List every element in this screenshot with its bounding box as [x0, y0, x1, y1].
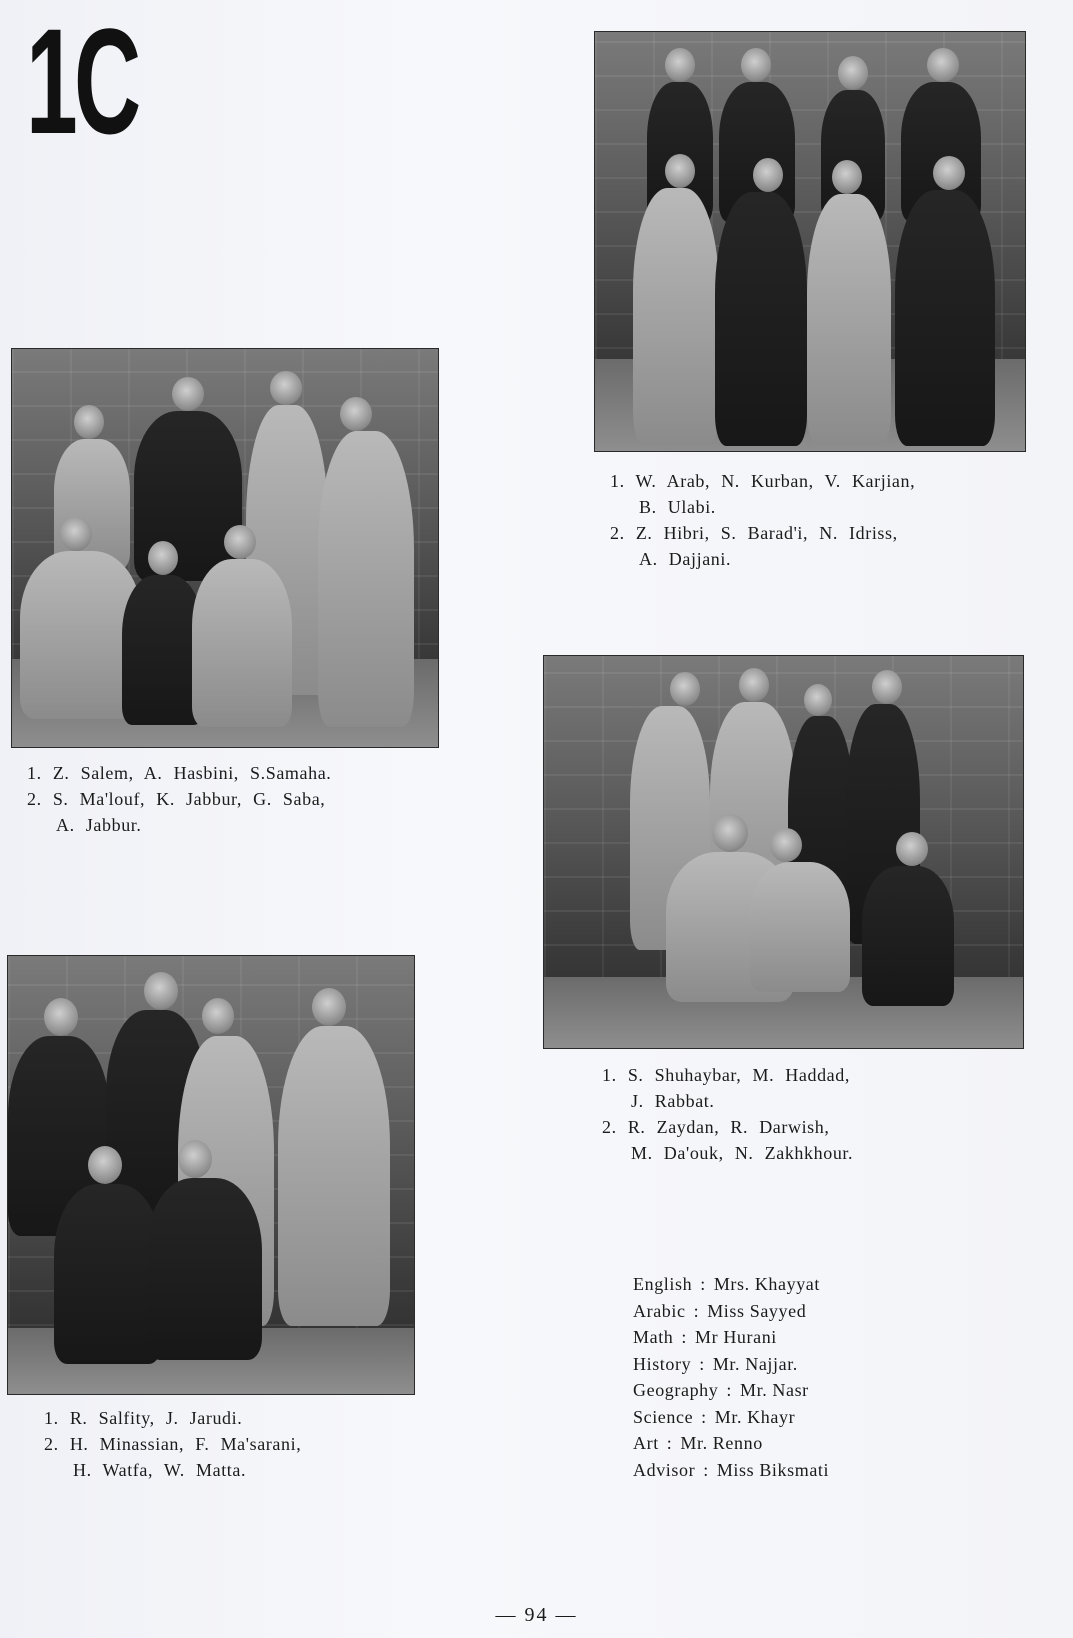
caption-names: H. Minassian, F. Ma'sarani, — [69, 1434, 302, 1454]
teacher-name: Mr. Renno — [680, 1433, 763, 1453]
teacher-subject: Arabic — [633, 1300, 686, 1321]
caption-bottom-left — [44, 1405, 301, 1483]
teacher-name: Mr. Khayr — [714, 1406, 796, 1427]
separator: : — [700, 1274, 706, 1294]
caption-row-number: 2. — [44, 1434, 59, 1454]
teacher-row — [633, 1377, 829, 1404]
separator: : — [693, 1300, 700, 1321]
caption-row-number: 1. — [610, 471, 625, 491]
caption-row-number: 2. — [27, 789, 42, 809]
caption-names: A. Jabbur. — [56, 815, 142, 835]
separator: : — [703, 1459, 709, 1480]
separator: : — [666, 1433, 673, 1453]
caption-names: A. Dajjani. — [639, 549, 732, 569]
group-photo-bottom-left — [7, 955, 415, 1395]
caption-row-number: 1. — [602, 1065, 617, 1085]
caption-names: H. Watfa, W. Matta. — [73, 1460, 247, 1480]
caption-names: Z. Salem, A. Hasbini, S.Samaha. — [52, 763, 332, 783]
class-title: 1C — [26, 0, 138, 165]
teacher-name: Mr. Najjar. — [712, 1353, 798, 1374]
separator: : — [681, 1327, 688, 1347]
caption-names: M. Da'ouk, N. Zakhkhour. — [631, 1143, 854, 1163]
page-number: — 94 — — [495, 1604, 578, 1626]
group-photo-top-right — [594, 31, 1026, 452]
caption-row-number: 1. — [27, 763, 42, 783]
caption-names: R. Salfity, J. Jarudi. — [69, 1408, 243, 1428]
teachers-list — [633, 1271, 829, 1483]
separator: : — [726, 1380, 732, 1400]
teacher-subject: Geography — [633, 1380, 719, 1400]
group-photo-middle-right — [543, 655, 1024, 1049]
teacher-name: Mrs. Khayyat — [713, 1274, 820, 1294]
caption-middle-right — [602, 1062, 853, 1166]
caption-top-right — [610, 468, 915, 572]
teacher-subject: Math — [633, 1327, 674, 1347]
teacher-row — [633, 1271, 829, 1298]
teacher-row — [633, 1324, 829, 1351]
teacher-row — [633, 1351, 829, 1378]
separator: : — [699, 1353, 705, 1374]
caption-names: S. Ma'louf, K. Jabbur, G. Saba, — [52, 789, 326, 809]
teacher-row — [633, 1404, 829, 1431]
teacher-subject: Advisor — [633, 1459, 696, 1480]
caption-names: W. Arab, N. Kurban, V. Karjian, — [635, 471, 916, 491]
teacher-name: Mr Hurani — [695, 1327, 777, 1347]
teacher-row — [633, 1457, 829, 1484]
caption-row-number: 1. — [44, 1408, 59, 1428]
teacher-subject: History — [633, 1353, 692, 1374]
group-photo-middle-left — [11, 348, 439, 748]
teacher-subject: English — [633, 1274, 693, 1294]
caption-names: S. Shuhaybar, M. Haddad, — [627, 1065, 850, 1085]
separator: : — [701, 1406, 707, 1427]
caption-middle-left — [27, 760, 331, 838]
caption-names: B. Ulabi. — [639, 497, 716, 517]
caption-row-number: 2. — [610, 523, 625, 543]
teacher-name: Mr. Nasr — [739, 1380, 809, 1400]
caption-names: Z. Hibri, S. Barad'i, N. Idriss, — [635, 523, 898, 543]
teacher-subject: Science — [633, 1406, 694, 1427]
teacher-subject: Art — [633, 1433, 659, 1453]
teacher-row — [633, 1298, 829, 1325]
caption-row-number: 2. — [602, 1117, 617, 1137]
teacher-name: Miss Sayyed — [707, 1300, 807, 1321]
caption-names: J. Rabbat. — [631, 1091, 715, 1111]
caption-names: R. Zaydan, R. Darwish, — [627, 1117, 830, 1137]
teacher-row — [633, 1430, 829, 1457]
teacher-name: Miss Biksmati — [716, 1459, 830, 1480]
